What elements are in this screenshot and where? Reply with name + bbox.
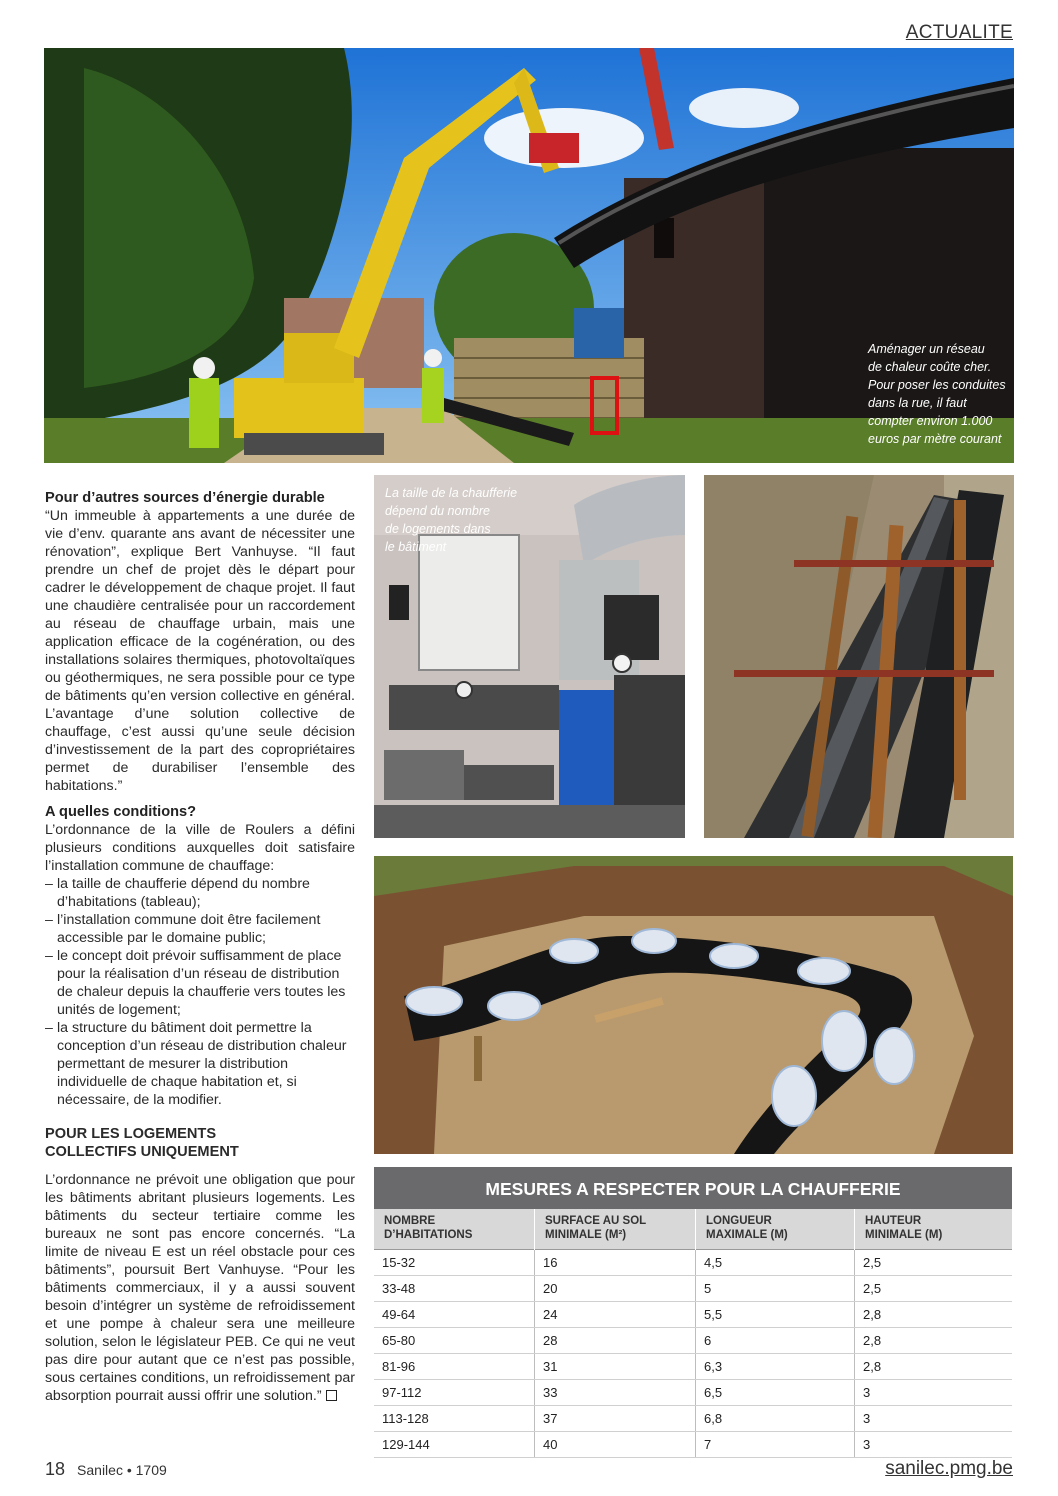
table-cell: 40 (535, 1432, 696, 1458)
list-item: – le concept doit prévoir suffisamment de place pour la réalisation d’un réseau de distribution de chaleur depuis la chaufferie vers toutes les unités de logement; (45, 947, 355, 1019)
crane-photo-caption (868, 340, 1008, 448)
table-cell: 6,3 (696, 1354, 855, 1380)
table-cell: 31 (535, 1354, 696, 1380)
table-row (374, 1380, 1012, 1406)
table-row (374, 1354, 1012, 1380)
table-cell: 33-48 (374, 1276, 535, 1302)
heading-line: COLLECTIFS UNIQUEMENT (45, 1144, 239, 1160)
paragraph-sources: “Un immeuble à appartements a une durée de vie d’env. quarante ans avant de nécessiter une rénovation”, explique Bert Vanhuyse. “Il faut prendre un chef de projet dès le départ pour cadrer le développement de chaque projet. Il faut une chaudière centralisée pour un raccordement au réseau de chauffage urbain, mais une application efficace de la cogénération, ou des installations solaires thermiques, photovoltaïques ou géothermiques, ne sera possible pour ce type de bâtiments qu’en version collective en général. L’avantage d’une solution collective de chauffage, c’est aussi qu’une seule décision d’investissement de la part des copropriétaires permet de durabiliser l’ensemble des habitations.” (45, 508, 355, 794)
table-cell: 113-128 (374, 1406, 535, 1432)
table-cell: 81-96 (374, 1354, 535, 1380)
table-cell: 6,5 (696, 1380, 855, 1406)
table-cell: 28 (535, 1328, 696, 1354)
table-row (374, 1276, 1012, 1302)
caption-line: euros par mètre courant (868, 432, 1002, 446)
header-line: MINIMALE (M) (865, 1229, 943, 1241)
table-cell: 5 (696, 1276, 855, 1302)
article-column (45, 489, 355, 1405)
caption-line: compter environ 1.000 (868, 414, 993, 428)
paragraph-text: L’ordonnance ne prévoit une obligation que pour les bâtiments abritant plusieurs logements. Les bâtiments du secteur tertiaire comme les bureaux ne sont pas encore concernés. “La limite de niveau E est un réel obstacle pour ces bâtiments”, poursuit Bert Vanhuyse. “Pour les bâtiments commerciaux, il y a aussi souvent besoin d’intégrer un système de refroidissement et une pompe à chaleur sera une meilleure solution, selon le législateur PEB. Ce qui ne veut pas dire pour autant que ce n’est pas possible, sous certaines conditions, un refroidissement par absorption pourrait aussi offrir une solution.” (45, 1172, 355, 1404)
table-row (374, 1302, 1012, 1328)
table-cell: 2,8 (855, 1302, 1013, 1328)
conditions-list (45, 875, 355, 1109)
table-header-row (374, 1209, 1012, 1250)
table-cell: 2,5 (855, 1276, 1013, 1302)
excavation-pipes-photo (374, 856, 1013, 1154)
table-cell: 16 (535, 1250, 696, 1276)
header-line: NOMBRE D’HABITATIONS (384, 1215, 473, 1241)
magazine-issue: Sanilec • 1709 (77, 1462, 167, 1478)
list-item: – la taille de chaufferie dépend du nombre d’habitations (tableau); (45, 875, 355, 911)
table-cell: 2,5 (855, 1250, 1013, 1276)
caption-line: dans la rue, il faut (868, 396, 967, 410)
table-cell: 24 (535, 1302, 696, 1328)
trench-pipes-photo (704, 475, 1014, 838)
list-item: – l’installation commune doit être facilement accessible par le domaine public; (45, 911, 355, 947)
paragraph-collective (45, 1171, 355, 1405)
section-heading-sources: Pour d’autres sources d’énergie durable (45, 490, 325, 506)
table-cell: 33 (535, 1380, 696, 1406)
caption-line: de chaleur coûte cher. (868, 360, 992, 374)
table-row (374, 1250, 1012, 1276)
table-cell: 97-112 (374, 1380, 535, 1406)
table-cell: 6 (696, 1328, 855, 1354)
table-row (374, 1406, 1012, 1432)
table-cell: 4,5 (696, 1250, 855, 1276)
column-header (696, 1209, 855, 1250)
table-cell: 3 (855, 1380, 1013, 1406)
page-footer (45, 1459, 167, 1480)
table-cell: 7 (696, 1432, 855, 1458)
table-body (374, 1250, 1012, 1458)
website-link[interactable]: sanilec.pmg.be (885, 1458, 1013, 1479)
table-cell: 129-144 (374, 1432, 535, 1458)
header-line: MINIMALE (M²) (545, 1229, 627, 1241)
section-label: ACTUALITE (905, 22, 1013, 43)
heading-line: POUR LES LOGEMENTS (45, 1126, 217, 1142)
header-line: HAUTEUR (865, 1215, 922, 1227)
end-mark-icon (326, 1390, 337, 1401)
table-cell: 65-80 (374, 1328, 535, 1354)
page-number: 18 (45, 1459, 66, 1479)
boiler-room-table (374, 1167, 1012, 1458)
table-cell: 49-64 (374, 1302, 535, 1328)
caption-line: Pour poser les conduites (868, 378, 1006, 392)
boiler-photo-caption (385, 484, 535, 556)
table-cell: 6,8 (696, 1406, 855, 1432)
caption-line: de logements dans (385, 522, 491, 536)
caption-line: le bâtiment (385, 540, 447, 554)
header-line: SURFACE AU SOL (545, 1215, 647, 1227)
table-cell: 3 (855, 1406, 1013, 1432)
table-cell: 15-32 (374, 1250, 535, 1276)
paragraph-conditions-intro: L’ordonnance de la ville de Roulers a défini plusieurs conditions auxquelles doit satisfaire l’installation commune de chauffage: (45, 822, 355, 874)
table-title: MESURES A RESPECTER POUR LA CHAUFFERIE (374, 1167, 1012, 1209)
table-cell: 5,5 (696, 1302, 855, 1328)
caption-line: La taille de la chaufferie (385, 486, 518, 500)
table-cell: 37 (535, 1406, 696, 1432)
column-header (535, 1209, 696, 1250)
column-header (855, 1209, 1013, 1250)
table-row (374, 1432, 1012, 1458)
list-item: – la structure du bâtiment doit permettre la conception d’un réseau de distribution chaleur permettant de mesurer la distribution individuelle de chaque habitation et, si nécessaire, de la modifier. (45, 1019, 355, 1109)
table-row (374, 1328, 1012, 1354)
section-heading-collective (45, 1125, 355, 1161)
caption-line: dépend du nombre (385, 504, 490, 518)
header-line: MAXIMALE (M) (706, 1229, 788, 1241)
table-cell: 2,8 (855, 1328, 1013, 1354)
column-header (374, 1209, 535, 1250)
section-heading-conditions: A quelles conditions? (45, 804, 197, 820)
header-line: LONGUEUR (706, 1215, 772, 1227)
table-cell: 2,8 (855, 1354, 1013, 1380)
table-cell: 3 (855, 1432, 1013, 1458)
caption-line: Aménager un réseau (868, 342, 985, 356)
table-cell: 20 (535, 1276, 696, 1302)
